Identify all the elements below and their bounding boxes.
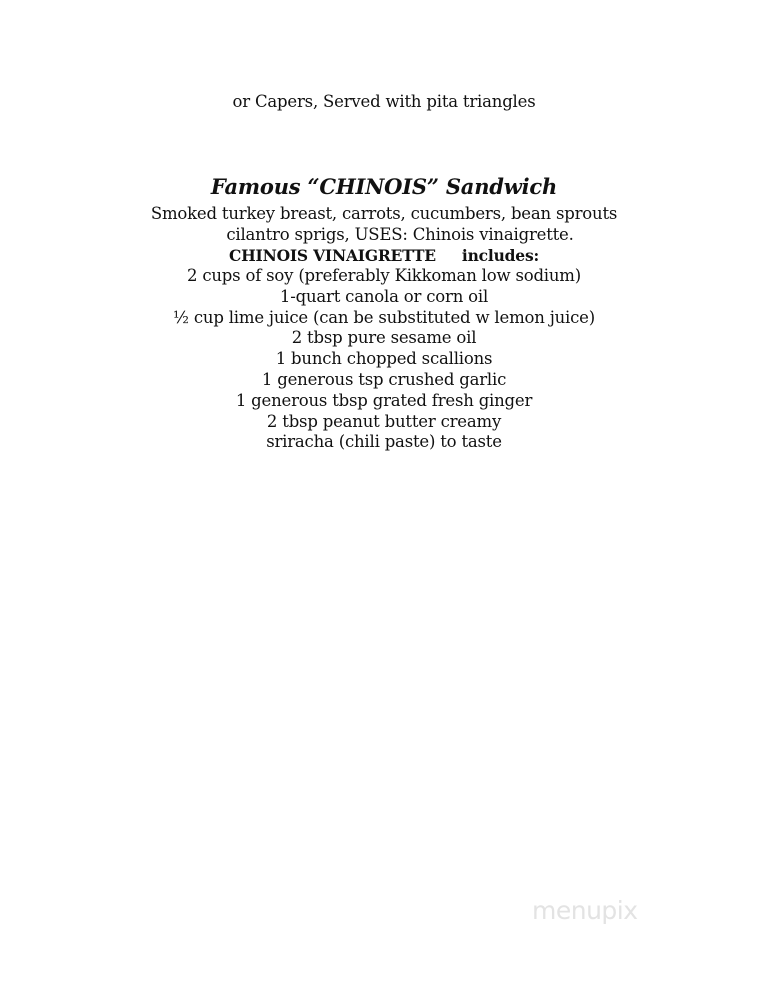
previous-item-description: or Capers, Served with pita triangles [232,92,536,111]
ingredient-item: 1 generous tsp crushed garlic [261,369,507,389]
item-description-line-1: Smoked turkey breast, carrots, cucumbers, bean sprouts [150,204,618,223]
vinaigrette-includes-label: includes: [461,246,540,265]
ingredient-item: 1-quart canola or corn oil [279,286,489,306]
vinaigrette-heading [0,246,768,266]
ingredient-item: 2 cups of soy (preferably Kikkoman low sodium) [186,266,581,285]
ingredient-item: sriracha (chili paste) to taste [266,432,502,452]
item-title: Famous “CHINOIS” Sandwich [210,174,558,199]
menupix-watermark: menupix [532,896,638,925]
ingredient-item: 1 generous tbsp grated fresh ginger [235,390,533,410]
ingredient-item: 1 bunch chopped scallions [275,349,493,369]
ingredient-item: ½ cup lime juice (can be substituted w lemon juice) [173,307,595,327]
ingredient-list [0,266,768,453]
ingredient-item: 2 tbsp peanut butter creamy [266,411,502,431]
item-description-line-2: cilantro sprigs, USES: Chinois vinaigrette. [226,225,574,244]
vinaigrette-name: CHINOIS VINAIGRETTE [228,246,436,265]
ingredient-item: 2 tbsp pure sesame oil [291,328,477,348]
